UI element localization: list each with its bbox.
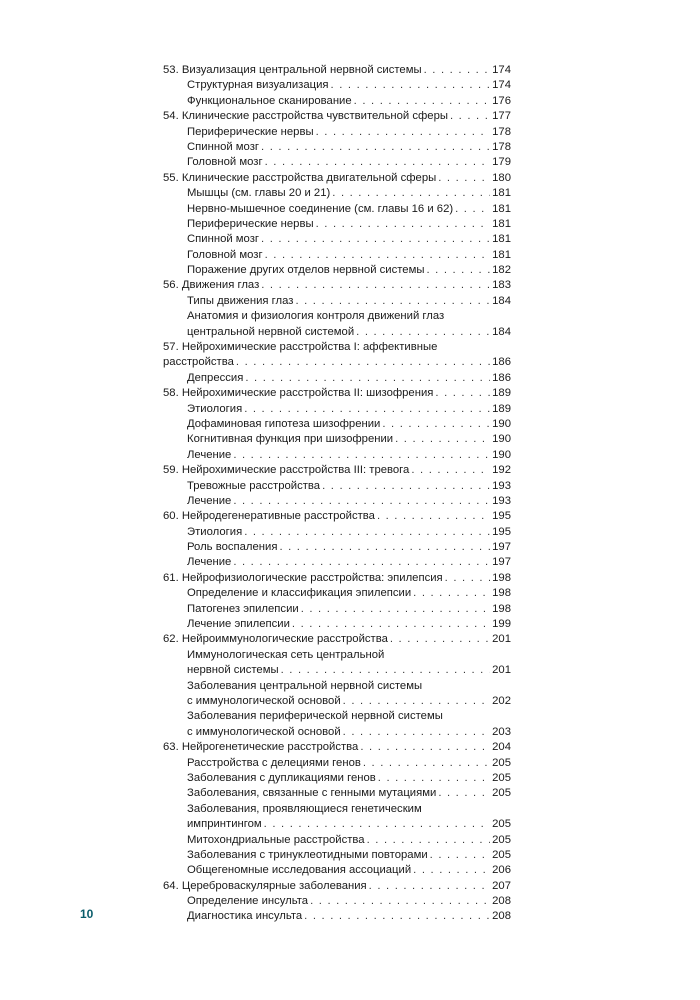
dot-leader	[261, 232, 490, 247]
toc-line	[163, 894, 511, 909]
toc-title: Иммунологическая сеть центральной	[187, 648, 385, 661]
dot-leader	[233, 555, 490, 570]
toc-page-number: 181	[492, 187, 511, 200]
dot-leader	[445, 571, 490, 586]
toc-page-number: 204	[492, 741, 511, 754]
toc-page-number: 174	[492, 79, 511, 92]
toc-title: 57. Нейрохимические расстройства I: аффективные	[163, 341, 438, 354]
toc-page-number: 205	[492, 818, 511, 831]
toc-line	[163, 63, 511, 78]
dot-leader	[331, 78, 491, 93]
toc-page-number: 190	[492, 433, 511, 446]
toc-page-number: 180	[492, 171, 511, 184]
toc-title: Спинной мозг	[187, 233, 260, 246]
toc-subsection[interactable]	[163, 263, 511, 278]
toc-subsection[interactable]	[163, 417, 511, 432]
toc-line	[163, 725, 511, 740]
toc-subsection[interactable]	[163, 586, 511, 601]
toc-line	[163, 294, 511, 309]
toc-title: Лечение	[187, 556, 232, 569]
dot-leader	[378, 771, 490, 786]
toc-title: Заболевания, проявляющиеся генетическим	[187, 802, 422, 815]
toc-title: 64. Цереброваскулярные заболевания	[163, 879, 367, 892]
dot-leader	[413, 586, 490, 601]
toc-title: Структурная визуализация	[187, 79, 329, 92]
toc-page-number: 189	[492, 387, 511, 400]
toc-title: Заболевания, связанные с генными мутациями	[187, 787, 437, 800]
toc-page-number: 186	[492, 371, 511, 384]
dot-leader	[367, 833, 491, 848]
toc-subsection[interactable]	[163, 556, 511, 571]
toc-title: Расстройства с делециями генов	[187, 756, 361, 769]
toc-page-number: 181	[492, 248, 511, 261]
toc-subsection[interactable]	[163, 248, 511, 263]
toc-subsection[interactable]	[163, 78, 511, 93]
dot-leader	[435, 386, 490, 401]
toc-page-number: 206	[492, 864, 511, 877]
toc-subsection[interactable]	[163, 617, 511, 632]
toc-page-number: 195	[492, 525, 511, 538]
toc-line	[163, 786, 511, 801]
toc-page-number: 190	[492, 448, 511, 461]
toc-title: Нервно-мышечное соединение (см. главы 16 и 62)	[187, 202, 454, 215]
toc-subsection[interactable]	[163, 756, 511, 771]
toc-title: 60. Нейродегенеративные расстройства	[163, 510, 375, 523]
toc-title: Митохондриальные расстройства	[187, 833, 365, 846]
dot-leader	[455, 202, 490, 217]
toc-line	[163, 740, 511, 755]
dot-leader	[244, 402, 490, 417]
toc-subsection[interactable]	[163, 540, 511, 555]
toc-line	[163, 694, 511, 709]
toc-line	[163, 186, 511, 201]
toc-chapter[interactable]	[163, 509, 511, 524]
toc-line	[163, 525, 511, 540]
toc-line	[163, 417, 511, 432]
toc-subsection[interactable]	[163, 648, 511, 679]
toc-line	[163, 863, 511, 878]
toc-line	[163, 325, 511, 340]
toc-title: Лечение	[187, 448, 232, 461]
toc-title: Когнитивная функция при шизофрении	[187, 433, 394, 446]
toc-subsection[interactable]	[163, 802, 511, 833]
toc-line	[163, 817, 511, 832]
toc-title: центральной нервной системой	[187, 325, 355, 338]
dot-leader	[438, 786, 490, 801]
toc-chapter[interactable]	[163, 463, 511, 478]
toc-subsection[interactable]	[163, 679, 511, 710]
toc-page-number: 189	[492, 402, 511, 415]
toc-subsection[interactable]	[163, 448, 511, 463]
toc-line	[163, 571, 511, 586]
toc-line	[163, 463, 511, 478]
toc-subsection[interactable]	[163, 525, 511, 540]
toc-page-number: 198	[492, 571, 511, 584]
toc-subsection[interactable]	[163, 402, 511, 417]
toc-page-number: 177	[492, 110, 511, 123]
toc-line	[163, 125, 511, 140]
toc-subsection[interactable]	[163, 232, 511, 247]
dot-leader	[395, 432, 490, 447]
toc-line	[163, 109, 511, 124]
toc-chapter[interactable]	[163, 386, 511, 401]
toc-title: с иммунологической основой	[187, 725, 341, 738]
toc-title: Заболевания центральной нервной системы	[187, 679, 423, 692]
dot-leader	[281, 663, 491, 678]
toc-line	[163, 340, 511, 355]
dot-leader	[438, 171, 490, 186]
toc-title: Депрессия	[187, 371, 244, 384]
toc-page-number: 208	[492, 910, 511, 923]
toc-line	[163, 648, 511, 663]
dot-leader	[233, 494, 490, 509]
toc-page-number: 195	[492, 510, 511, 523]
toc-subsection[interactable]	[163, 479, 511, 494]
toc-page-number: 198	[492, 602, 511, 615]
toc-page-number: 202	[492, 695, 511, 707]
toc-line	[163, 509, 511, 524]
toc-page-number: 193	[492, 479, 511, 492]
toc-title: Заболевания периферической нервной системы	[187, 710, 443, 723]
toc-title: 59. Нейрохимические расстройства III: тревога	[163, 464, 410, 477]
toc-line	[163, 756, 511, 771]
toc-subsection[interactable]	[163, 432, 511, 447]
toc-page-number: 186	[492, 356, 511, 369]
toc-page-number: 178	[492, 125, 511, 138]
toc-page-number: 201	[492, 633, 511, 646]
toc-line	[163, 909, 511, 924]
toc-title: расстройства	[163, 356, 234, 369]
dot-leader	[390, 632, 490, 647]
dot-leader	[411, 463, 490, 478]
toc-line	[163, 309, 511, 324]
toc-title: Мышцы (см. главы 20 и 21)	[187, 187, 331, 200]
toc-title: Этиология	[187, 525, 243, 538]
toc-title: 56. Движения глаз	[163, 279, 260, 292]
toc-line	[163, 232, 511, 247]
dot-leader	[279, 540, 490, 555]
toc-subsection[interactable]	[163, 863, 511, 878]
toc-title: Периферические нервы	[187, 125, 314, 138]
toc-page-number: 197	[492, 541, 511, 554]
toc-title: 62. Нейроиммунологические расстройства	[163, 633, 388, 646]
toc-title: с иммунологической основой	[187, 695, 341, 707]
toc-page-number: 198	[492, 587, 511, 600]
toc-title: Определение инсульта	[187, 895, 309, 908]
toc-title: Заболевания с дупликациями генов	[187, 771, 376, 784]
toc-subsection[interactable]	[163, 125, 511, 140]
toc-subsection[interactable]	[163, 771, 511, 786]
toc-subsection[interactable]	[163, 294, 511, 309]
toc-title: Спинной мозг	[187, 140, 260, 153]
toc-title: Лечение эпилепсии	[187, 618, 290, 631]
toc-chapter[interactable]	[163, 171, 511, 186]
toc-page-number: 184	[492, 294, 511, 307]
toc-subsection[interactable]	[163, 494, 511, 509]
dot-leader	[265, 155, 491, 170]
toc-chapter[interactable]	[163, 632, 511, 647]
dot-leader	[360, 740, 490, 755]
dot-leader	[354, 94, 490, 109]
toc-page-number: 207	[492, 879, 511, 892]
toc-chapter[interactable]	[163, 571, 511, 586]
dot-leader	[261, 278, 490, 293]
toc-title: Лечение	[187, 494, 232, 507]
toc-line	[163, 771, 511, 786]
dot-leader	[264, 817, 490, 832]
toc-page-number: 176	[492, 94, 511, 107]
dot-leader	[292, 617, 490, 632]
toc-page-number: 201	[492, 664, 511, 677]
toc-line	[163, 556, 511, 571]
dot-leader	[261, 140, 490, 155]
toc-line	[163, 833, 511, 848]
toc-line	[163, 479, 511, 494]
toc-line	[163, 171, 511, 186]
toc-line	[163, 94, 511, 109]
dot-leader	[265, 248, 491, 263]
toc-page-number: 179	[492, 156, 511, 169]
toc-subsection[interactable]	[163, 140, 511, 155]
toc-title: Головной мозг	[187, 156, 263, 169]
toc-title: Дофаминовая гипотеза шизофрении	[187, 417, 381, 430]
dot-leader	[382, 417, 490, 432]
dot-leader	[343, 725, 490, 740]
toc-title: Общегеномные исследования ассоциаций	[187, 864, 412, 877]
page-number: 10	[80, 907, 94, 921]
dot-leader	[310, 894, 490, 909]
toc-page-number: 205	[492, 756, 511, 769]
toc-chapter[interactable]	[163, 63, 511, 78]
toc-title: Анатомия и физиология контроля движений глаз	[187, 310, 445, 323]
toc-title: 55. Клинические расстройства двигательной сферы	[163, 171, 437, 184]
dot-leader	[316, 125, 491, 140]
toc-title: 61. Нейрофизиологические расстройства: эпилепсия	[163, 571, 443, 584]
toc-line	[163, 709, 511, 724]
toc-subsection[interactable]	[163, 909, 511, 924]
toc-subsection[interactable]	[163, 848, 511, 863]
dot-leader	[244, 525, 490, 540]
toc-line	[163, 371, 511, 386]
toc-line	[163, 663, 511, 678]
toc-subsection[interactable]	[163, 202, 511, 217]
toc-chapter[interactable]	[163, 740, 511, 755]
toc-line	[163, 355, 511, 370]
toc-page-number: 181	[492, 202, 511, 215]
toc-title: Типы движения глаз	[187, 294, 294, 307]
dot-leader	[363, 756, 490, 771]
toc-line	[163, 278, 511, 293]
toc-page-number: 205	[492, 771, 511, 784]
dot-leader	[430, 848, 490, 863]
dot-leader	[245, 371, 490, 386]
toc-page-number: 181	[492, 217, 511, 230]
dot-leader	[450, 109, 490, 124]
toc-page-number: 199	[492, 618, 511, 631]
toc-title: Головной мозг	[187, 248, 263, 261]
toc-page-number: 205	[492, 787, 511, 800]
toc-line	[163, 802, 511, 817]
toc-line	[163, 432, 511, 447]
dot-leader	[343, 694, 490, 709]
dot-leader	[304, 909, 490, 924]
toc-chapter[interactable]	[163, 879, 511, 894]
dot-leader	[322, 479, 490, 494]
toc-line	[163, 402, 511, 417]
toc-subsection[interactable]	[163, 186, 511, 201]
toc-title: Роль воспаления	[187, 541, 278, 554]
toc-page-number: 184	[492, 325, 511, 338]
toc-line	[163, 632, 511, 647]
toc-chapter[interactable]	[163, 109, 511, 124]
dot-leader	[233, 448, 490, 463]
dot-leader	[332, 186, 490, 201]
toc-page-number: 182	[492, 264, 511, 277]
dot-leader	[316, 217, 491, 232]
toc-line	[163, 448, 511, 463]
toc-line	[163, 602, 511, 617]
toc-title: импринтингом	[187, 818, 262, 831]
toc-chapter[interactable]	[163, 340, 511, 371]
toc-page-number: 208	[492, 895, 511, 908]
toc-title: 58. Нейрохимические расстройства II: шизофрения	[163, 387, 434, 400]
toc-line	[163, 263, 511, 278]
toc-title: 54. Клинические расстройства чувствительной сферы	[163, 110, 448, 123]
toc-page-number: 197	[492, 556, 511, 569]
toc-subsection[interactable]	[163, 894, 511, 909]
toc-line	[163, 140, 511, 155]
toc-line	[163, 679, 511, 694]
toc-page-number: 205	[492, 833, 511, 846]
toc-line	[163, 617, 511, 632]
toc-page-number: 203	[492, 725, 511, 738]
toc-line	[163, 494, 511, 509]
toc-title: нервной системы	[187, 664, 279, 677]
dot-leader	[369, 879, 490, 894]
toc-line	[163, 386, 511, 401]
toc-title: Этиология	[187, 402, 243, 415]
toc-page-number: 205	[492, 848, 511, 861]
toc-subsection[interactable]	[163, 309, 511, 340]
toc-title: Функциональное сканирование	[187, 94, 352, 107]
toc-title: Заболевания с тринуклеотидными повторами	[187, 848, 428, 861]
toc-subsection[interactable]	[163, 217, 511, 232]
dot-leader	[236, 355, 490, 370]
toc-page-number: 183	[492, 279, 511, 292]
toc-line	[163, 217, 511, 232]
toc-page-number: 193	[492, 494, 511, 507]
toc-title: 63. Нейрогенетические расстройства	[163, 741, 359, 754]
toc-line	[163, 248, 511, 263]
toc-subsection[interactable]	[163, 371, 511, 386]
toc-title: Патогенез эпилепсии	[187, 602, 299, 615]
toc-subsection[interactable]	[163, 155, 511, 170]
toc-page-number: 190	[492, 417, 511, 430]
toc-subsection[interactable]	[163, 786, 511, 801]
toc-line	[163, 586, 511, 601]
dot-leader	[301, 602, 490, 617]
dot-leader	[413, 863, 490, 878]
toc-line	[163, 879, 511, 894]
dot-leader	[426, 263, 490, 278]
toc-line	[163, 78, 511, 93]
dot-leader	[356, 325, 490, 340]
toc-line	[163, 848, 511, 863]
table-of-contents	[163, 63, 511, 925]
toc-subsection[interactable]	[163, 833, 511, 848]
toc-page-number: 192	[492, 464, 511, 477]
toc-page-number: 178	[492, 140, 511, 153]
toc-title: Тревожные расстройства	[187, 479, 321, 492]
toc-page-number: 174	[492, 63, 511, 76]
toc-title: Поражение других отделов нервной системы	[187, 264, 425, 277]
toc-page-number: 181	[492, 233, 511, 246]
toc-line	[163, 155, 511, 170]
toc-title: Периферические нервы	[187, 217, 314, 230]
toc-subsection[interactable]	[163, 94, 511, 109]
dot-leader	[377, 509, 490, 524]
toc-subsection[interactable]	[163, 709, 511, 740]
dot-leader	[295, 294, 490, 309]
toc-subsection[interactable]	[163, 602, 511, 617]
toc-title: 53. Визуализация центральной нервной системы	[163, 63, 422, 76]
toc-title: Определение и классификация эпилепсии	[187, 587, 412, 600]
toc-line	[163, 540, 511, 555]
dot-leader	[424, 63, 491, 78]
toc-chapter[interactable]	[163, 278, 511, 293]
toc-title: Диагностика инсульта	[187, 910, 303, 923]
toc-line	[163, 202, 511, 217]
